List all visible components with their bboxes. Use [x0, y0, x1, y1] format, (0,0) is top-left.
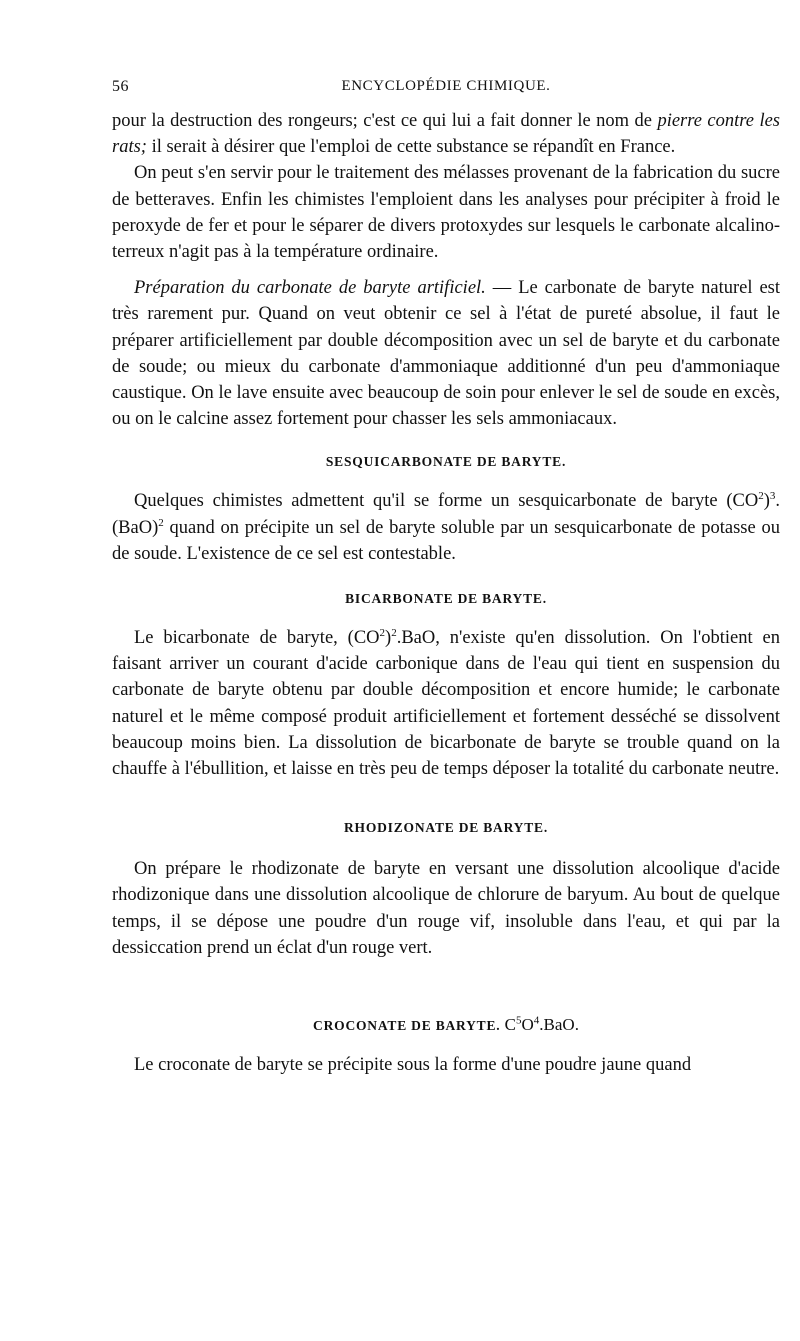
- emphasis-pierre: pierre contre les rats;: [112, 111, 780, 158]
- body-text: [112, 108, 780, 1078]
- page: [112, 78, 780, 1078]
- section-title-sesquicarbonate: SESQUICARBONATE DE BARYTE.: [325, 454, 567, 470]
- paragraph-usages: On peut s'en servir pour le traitement des mélasses provenant de la fabrication du sucre de betteraves. Enfin les chimistes l'emploient dans les analyses pour précipiter à froid le peroxyde de fer et pour le séparer de divers protoxydes sur lesquels le carbonate alcalino-terreux n'agit pas à la température ordinaire.: [112, 163, 780, 263]
- paragraph-sesquicarbonate: Quelques chimistes admettent qu'il se forme un sesquicarbonate de baryte $(CO^2)^3.(BaO)^2$ quand on précipite un sel de baryte soluble par un sesquicarbonate de potasse ou de soude. L'existence de ce sel est contestable.: [112, 490, 780, 564]
- paragraph-croconate: Le croconate de baryte se précipite sous la forme d'une poudre jaune quand: [134, 1055, 692, 1076]
- section-title-rhodizonate: RHODIZONATE DE BARYTE.: [343, 820, 549, 836]
- section-title-bicarbonate: BICARBONATE DE BARYTE.: [345, 591, 547, 607]
- page-number: 56: [112, 78, 129, 95]
- paragraph-rongeurs: pour la destruction des rongeurs; c'est ce qui lui a fait donner le nom de pierre contre les rats; il serait à désirer que l'emploi de cette substance se répandît en France.: [112, 111, 780, 158]
- page-header: [112, 78, 780, 100]
- paragraph-preparation: Préparation du carbonate de baryte artificiel. — Le carbonate de baryte naturel est très rarement pur. Quand on veut obtenir ce sel à l'état de pureté absolue, il faut le préparer artificiellement par double décomposition avec un sel de baryte et du carbonate de soude; ou mieux du carbonate d'ammoniaque additionné d'un peu d'ammoniaque caustique. On le lave ensuite avec beaucoup de soin pour enlever le sel de soude en excès, ou on le calcine assez fortement pour chasser les sels ammoniacaux.: [112, 278, 780, 430]
- section-title-croconate: CROCONATE DE BARYTE. $C^5O^4.BaO$.: [313, 1014, 579, 1035]
- subheading-preparation: Préparation du carbonate de baryte artificiel.: [134, 278, 486, 299]
- paragraph-bicarbonate: Le bicarbonate de baryte, $(CO^2)^2.BaO$, n'existe qu'en dissolution. On l'obtient en faisant arriver un courant d'acide carbonique dans de l'eau qui tient en suspension du carbonate de baryte obtenu par double décomposition et encore humide; le carbonate naturel et le même composé produit artificiellement et fortement desséché se dissolvent beaucoup moins bien. La dissolution de bicarbonate de baryte se trouble quand on la chauffe à l'ébullition, et laisse en très peu de temps déposer la totalité du carbonate neutre.: [112, 626, 780, 780]
- croconate-formula: $C^5O^4.BaO$.: [504, 1014, 579, 1035]
- paragraph-rhodizonate: On prépare le rhodizonate de baryte en versant une dissolution alcoolique d'acide rhodizonique dans une dissolution alcoolique de chlorure de baryum. Au bout de quelque temps, il se dépose une poudre d'un rouge vif, insoluble dans l'eau, et qui par la dessiccation prend un éclat d'un rouge vert.: [112, 859, 780, 958]
- running-title: ENCYCLOPÉDIE CHIMIQUE.: [341, 78, 551, 94]
